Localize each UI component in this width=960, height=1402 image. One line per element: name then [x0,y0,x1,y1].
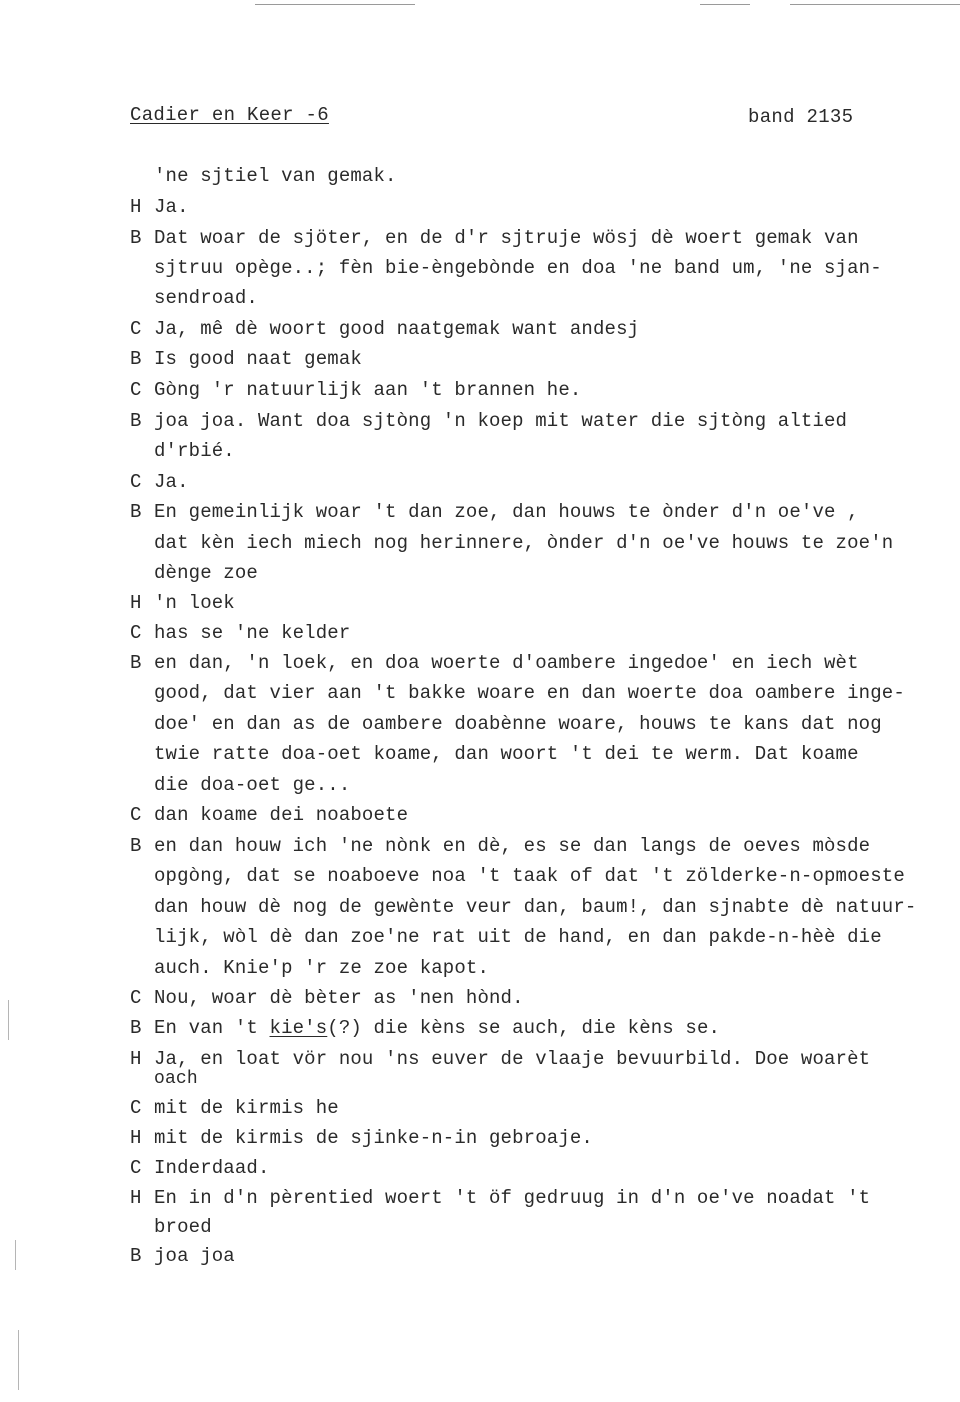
line-text: joa joa. Want doa sjtòng 'n koep mit water die sjtòng altied [154,410,848,432]
transcript-line [130,1068,198,1090]
line-text: d'rbié. [154,440,235,462]
line-text: Ja, mê dè woort good naatgemak want andesj [154,318,640,340]
margin-scan-mark [15,1240,16,1270]
speaker-label: H [130,1048,142,1070]
speaker-label: B [130,652,142,674]
band-number: band 2135 [748,106,854,128]
speaker-label: C [130,804,142,826]
speaker-label: H [130,196,142,218]
speaker-label: B [130,835,142,857]
underlined-word: kie's [269,1017,328,1039]
transcript-line [130,410,847,432]
speaker-label: H [130,592,142,614]
transcript-line [130,379,581,401]
transcript-line [130,652,859,674]
transcript-line [130,165,397,187]
line-text: mit de kirmis de sjinke-n-in gebroaje. [154,1127,593,1149]
line-text: Is good naat gemak [154,348,362,370]
line-text: en dan, 'n loek, en doa woerte d'oambere ingedoe' en iech wèt [154,652,859,674]
line-text: En in d'n pèrentied woert 't öf gedruug in d'n oe've noadat 't [154,1187,871,1209]
speaker-label: C [130,987,142,1009]
top-edge-mark [255,4,415,5]
transcript-line [130,1216,212,1238]
transcript-line [130,1157,270,1179]
top-edge-mark [790,4,960,5]
transcript-line [130,1048,870,1070]
transcript-line [130,196,189,218]
line-text: Inderdaad. [154,1157,270,1179]
transcript-line [130,957,489,979]
line-text: Ja. [154,196,189,218]
line-text: doe' en dan as de oambere doabènne woare, houws te kans dat nog [154,713,882,735]
transcript-line [130,743,859,765]
line-text: 'n loek [154,592,235,614]
transcript-line [130,926,882,948]
line-text: oach [154,1069,198,1089]
transcript-line [130,532,893,554]
line-text: lijk, wòl dè dan zoe'ne rat uit de hand, en dan pakde-n-hèè die [154,926,882,948]
line-text: dan houw dè nog de gewènte veur dan, baum!, dan sjnabte dè natuur- [154,896,917,918]
speaker-label: C [130,622,142,644]
line-text: dènge zoe [154,562,258,584]
line-text: dan koame dei noaboete [154,804,409,826]
transcript-line [130,287,258,309]
line-text: mit de kirmis he [154,1097,339,1119]
speaker-label: C [130,379,142,401]
speaker-label: C [130,1157,142,1179]
speaker-label: H [130,1127,142,1149]
transcript-line [130,896,916,918]
line-text: auch. Knie'p 'r ze zoe kapot. [154,957,490,979]
speaker-label: C [130,318,142,340]
transcript-line [130,622,350,644]
transcript-line [130,865,905,887]
transcript-line [130,562,258,584]
margin-scan-mark [8,1000,9,1040]
line-text: Ja, en loat vör nou 'ns euver de vlaaje bevuurbild. Doe woarèt [154,1048,871,1070]
transcript-line [130,1017,720,1039]
margin-scan-mark [18,1330,19,1390]
speaker-label: C [130,1097,142,1119]
line-text: dat kèn iech miech nog herinnere, ònder d'n oe've houws te zoe'n [154,532,894,554]
transcript-line [130,257,882,279]
line-text: good, dat vier aan 't bakke woare en dan woerte doa oambere inge- [154,682,905,704]
line-text: has se 'ne kelder [154,622,351,644]
transcript-line [130,501,859,523]
transcript-line [130,348,362,370]
transcript-line [130,592,235,614]
speaker-label: B [130,501,142,523]
transcript-line [130,713,882,735]
transcript-line [130,1187,870,1209]
transcript-line [130,471,189,493]
speaker-label: B [130,1245,142,1267]
line-text: sjtruu opège..; fèn bie-èngebònde en doa 'ne band um, 'ne sjan- [154,257,882,279]
transcript-line [130,987,524,1009]
top-edge-mark [700,4,750,5]
transcript-line [130,227,859,249]
speaker-label: B [130,348,142,370]
line-text: joa joa [154,1245,235,1267]
speaker-label: B [130,227,142,249]
line-text: twie ratte doa-oet koame, dan woort 't dei te werm. Dat koame [154,743,859,765]
line-text: En van 't [154,1017,270,1039]
transcript-line [130,804,408,826]
speaker-label: C [130,471,142,493]
line-text: opgòng, dat se noaboeve noa 't taak of dat 't zölderke-n-opmoeste [154,865,905,887]
line-text: sendroad. [154,287,258,309]
line-text: Ja. [154,471,189,493]
transcript-line [130,318,639,340]
line-text: Nou, woar dè bèter as 'nen hònd. [154,987,524,1009]
line-text: En gemeinlijk woar 't dan zoe, dan houws te ònder d'n oe've , [154,501,859,523]
line-text: 'ne sjtiel van gemak. [154,165,397,187]
line-text: en dan houw ich 'ne nònk en dè, es se dan langs de oeves mòsde [154,835,871,857]
line-text: Dat woar de sjöter, en de d'r sjtruje wösj dè woert gemak van [154,227,859,249]
line-text: die doa-oet ge... [154,774,351,796]
transcript-line [130,682,905,704]
document-title: Cadier en Keer -6 [130,104,329,126]
line-text: broed [154,1216,212,1238]
transcript-line [130,774,350,796]
speaker-label: B [130,1017,142,1039]
line-text: Gòng 'r natuurlijk aan 't brannen he. [154,379,582,401]
transcript-line [130,835,870,857]
speaker-label: B [130,410,142,432]
line-text-after: (?) die kèns se auch, die kèns se. [327,1017,721,1039]
transcript-line [130,440,235,462]
transcript-line [130,1245,235,1267]
transcript-line [130,1127,593,1149]
transcript-line [130,1097,339,1119]
speaker-label: H [130,1187,142,1209]
